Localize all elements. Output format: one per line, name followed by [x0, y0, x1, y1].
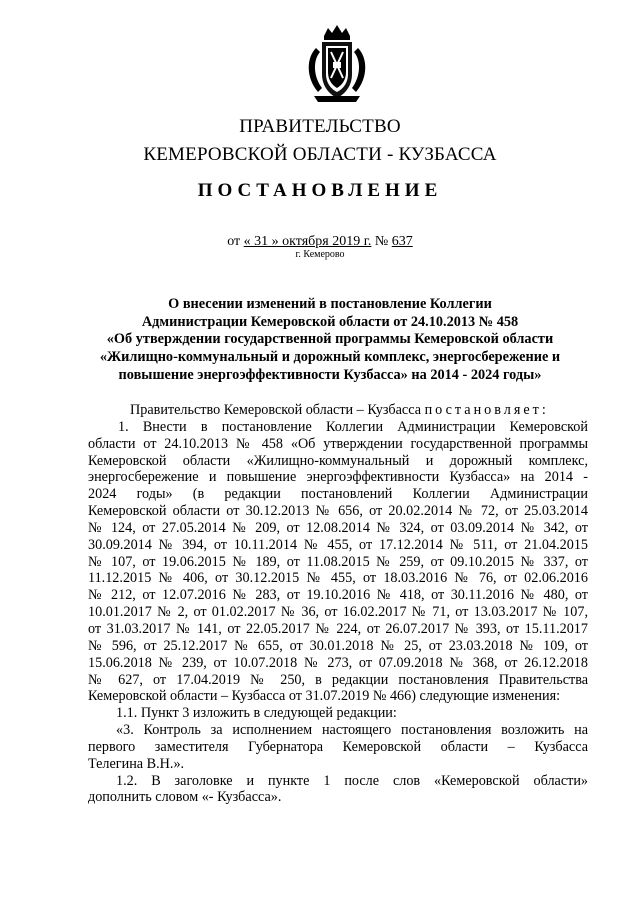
body-line: «3. Контроль за исполнением настоящего постановления возложить на — [116, 722, 588, 739]
document-date: « 31 » октября 2019 г. — [243, 234, 372, 249]
intro-decree-word: постановляет: — [424, 402, 549, 418]
date-prefix: от — [227, 234, 241, 249]
title-line: Администрации Кемеровской области от 24.10.2013 № 458 — [141, 313, 519, 330]
org-name-line2: КЕМЕРОВСКОЙ ОБЛАСТИ - КУЗБАССА — [143, 144, 497, 165]
body-line: первого заместителя Губернатора Кемеровской области – Кузбасса — [88, 738, 588, 755]
title-line: О внесении изменений в постановление Коллегии — [168, 296, 492, 312]
body-line: Телегина В.Н.». — [88, 755, 185, 772]
body-line: № 212, от 12.07.2016 № 283, от 19.10.2016 № 418, от 30.11.2016 № 480, от — [88, 587, 588, 604]
body-line: энергосбережение и повышение энергоэффективности Кузбасса» на 2014 - — [88, 469, 588, 486]
body-line: № 124, от 27.05.2014 № 209, от 12.08.2014 № 324, от 03.09.2014 № 342, от — [88, 519, 588, 536]
body-line: 1.2. В заголовке и пункте 1 после слов «Кемеровской области» — [116, 772, 588, 789]
document-body — [88, 402, 588, 806]
body-line: Кемеровской области «Жилищно-коммунальный и дорожный комплекс, — [88, 452, 588, 469]
title-line: повышение энергоэффективности Кузбасса» на 2014 - 2024 годы» — [118, 366, 542, 383]
body-line: 15.06.2018 № 239, от 10.07.2018 № 273, от 07.09.2018 № 368, от 26.12.2018 — [88, 654, 588, 671]
intro-text: Правительство Кемеровской области – Кузбасса — [130, 402, 422, 418]
city-name: г. Кемерово — [295, 249, 345, 260]
body-line: 2024 годы» (в редакции постановлений Коллегии Администрации — [88, 486, 588, 503]
body-line: № 107, от 19.06.2015 № 189, от 11.08.2015 № 259, от 09.10.2015 № 337, от — [88, 553, 588, 570]
body-line: 30.09.2014 № 394, от 10.11.2014 № 455, от 17.12.2014 № 511, от 21.04.2015 — [88, 536, 588, 553]
body-line: от 31.03.2017 № 141, от 22.05.2017 № 224, от 26.07.2017 № 393, от 15.11.2017 — [88, 620, 588, 637]
intro-line — [88, 402, 588, 419]
body-line: дополнить словом «- Кузбасса». — [88, 789, 282, 806]
title-line: «Об утверждении государственной программы Кемеровской области — [106, 331, 554, 348]
body-line: Кемеровской области – Кузбасса от 31.07.2019 № 466) следующие изменения: — [88, 688, 561, 705]
body-line: № 627, от 17.04.2019 № 250, в редакции постановления Правительства — [88, 671, 588, 688]
body-line: 11.12.2015 № 406, от 30.12.2015 № 455, от 18.03.2016 № 76, от 02.06.2016 — [88, 570, 588, 587]
body-line: Кемеровской области от 30.12.2013 № 656, от 20.02.2014 № 72, от 25.03.2014 — [88, 503, 588, 520]
title-line: «Жилищно-коммунальный и дорожный комплекс, энергосбережение и — [99, 349, 561, 366]
body-line: 1. Внести в постановление Коллегии Администрации Кемеровской — [118, 418, 588, 435]
body-line: области от 24.10.2013 № 458 «Об утверждении государственной программы — [88, 435, 588, 452]
number-label: № — [374, 234, 389, 249]
body-line: № 596, от 25.12.2017 № 655, от 30.01.2018 № 25, от 23.03.2018 № 109, от — [88, 637, 588, 654]
body-line: 1.1. Пункт 3 изложить в следующей редакции: — [116, 705, 397, 722]
document-type-heading: ПОСТАНОВЛЕНИЕ — [197, 180, 443, 201]
document-title — [80, 296, 580, 385]
document-number: 637 — [391, 234, 413, 249]
body-line: 10.01.2017 № 2, от 01.02.2017 № 36, от 16.02.2017 № 71, от 13.03.2017 № 107, — [88, 604, 588, 621]
org-name-line1: ПРАВИТЕЛЬСТВО — [239, 116, 401, 137]
date-number-line — [0, 234, 640, 250]
coat-of-arms-emblem — [302, 22, 372, 104]
